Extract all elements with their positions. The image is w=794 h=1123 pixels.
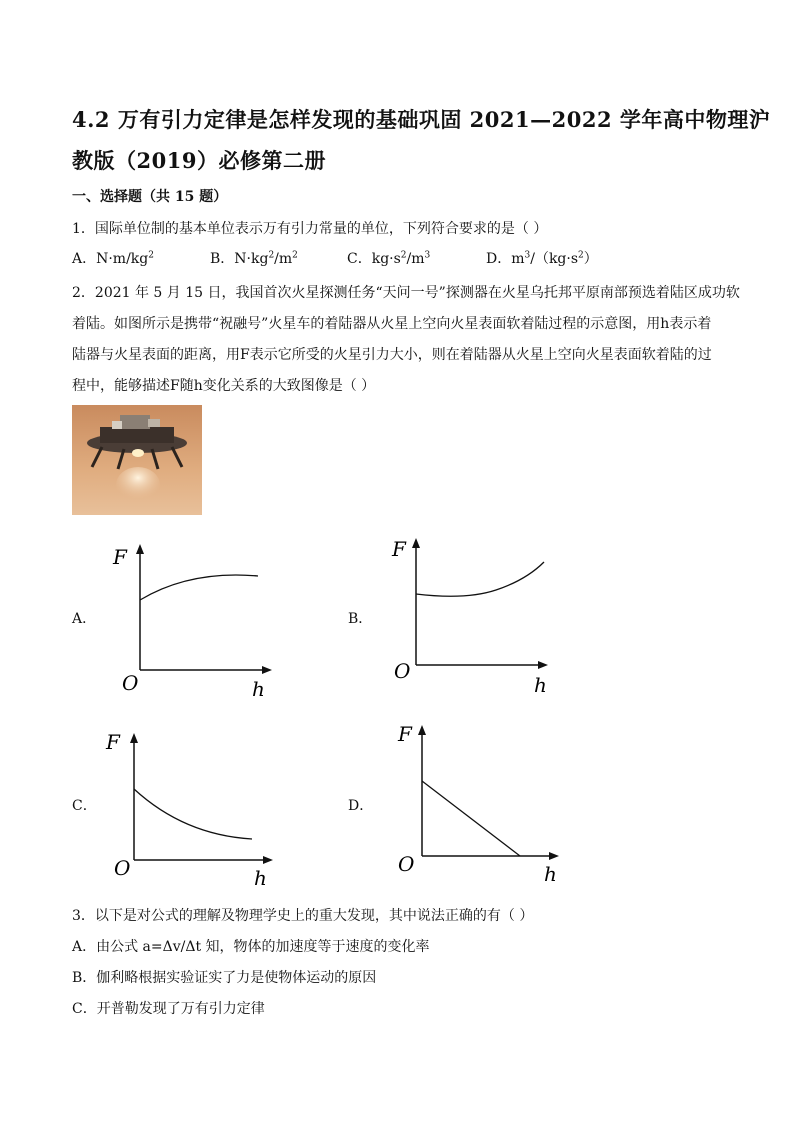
q3-option-c: C．开普勒发现了万有引力定律: [72, 1001, 265, 1017]
q1-option-b-sup2: 2: [292, 250, 298, 261]
question-1-stem: 1．国际单位制的基本单位表示万有引力常量的单位，下列符合要求的是（ ）: [72, 221, 548, 237]
graph-b: [386, 530, 556, 695]
graph-d-y-label: F: [398, 722, 412, 746]
q1-option-d-tail: /（kg·s: [530, 251, 579, 267]
page-title-line-1: 4.2 万有引力定律是怎样发现的基础巩固 2021—2022 学年高中物理沪: [72, 107, 771, 132]
q1-option-a-sup: 2: [148, 250, 154, 261]
graph-b-curve: [416, 562, 544, 596]
graph-a-curve: [140, 575, 258, 600]
graph-a-y-label: F: [113, 545, 127, 569]
graph-c-x-arrow: [263, 856, 273, 864]
q1-option-c-tail: /m: [406, 251, 425, 267]
question-2-line-3: 陆器与火星表面的距离，用F表示它所受的火星引力大小，则在着陆器从火星上空向火星表面软着陆的过: [72, 347, 712, 363]
question-2-line-2: 着陆。如图所示是携带“祝融号”火星车的着陆器从火星上空向火星表面软着陆过程的示意图，用h表示着: [72, 316, 712, 332]
graph-c-curve: [134, 789, 252, 839]
graph-b-option: B．: [348, 611, 373, 627]
graph-b-origin: O: [394, 659, 411, 683]
graph-c-origin: O: [114, 856, 131, 880]
graph-a-origin: O: [122, 671, 139, 695]
question-3-stem: 3．以下是对公式的理解及物理学史上的重大发现，其中说法正确的有（ ）: [72, 908, 534, 924]
q3-option-a: A．由公式 a=Δv/Δt 知，物体的加速度等于速度的变化率: [72, 939, 430, 955]
q1-option-c-text: C．kg·s: [347, 251, 401, 267]
graph-b-y-arrow: [412, 538, 420, 548]
section-heading: 一、选择题（共 15 题）: [72, 189, 228, 205]
graph-d-option: D．: [348, 798, 374, 814]
q1-option-d-tail2: ）: [583, 251, 598, 267]
graph-c-option: C．: [72, 798, 97, 814]
graph-a-y-arrow: [136, 544, 144, 554]
q1-option-d-sup: 3: [524, 250, 531, 261]
page-title-line-2: 教版（2019）必修第二册: [72, 148, 326, 173]
question-2-line-1: 2．2021 年 5 月 15 日，我国首次火星探测任务“天问一号”探测器在火星乌托邦平原南部预选着陆区成功软: [72, 285, 740, 301]
q1-option-c-sup: 2: [400, 250, 407, 261]
q1-option-d: [486, 248, 598, 268]
graph-c: [104, 725, 284, 890]
q1-option-b-text: B．N·kg: [210, 251, 269, 267]
graph-d-x-arrow: [549, 852, 559, 860]
graph-c-y-arrow: [130, 733, 138, 743]
graph-b-x-label: h: [534, 673, 547, 695]
q1-option-b-sup: 2: [268, 250, 275, 261]
q1-option-a: [72, 248, 154, 268]
graph-a: [110, 540, 280, 700]
graph-a-option: A．: [72, 611, 97, 627]
q1-option-c-sup2: 3: [424, 250, 431, 261]
graph-b-y-label: F: [392, 537, 406, 561]
q1-option-b: [210, 248, 298, 268]
graph-d-y-arrow: [418, 725, 426, 735]
graph-c-y-label: F: [106, 730, 120, 754]
q1-option-d-sup2: 2: [578, 250, 584, 261]
graph-a-x-label: h: [252, 677, 265, 700]
mars-lander-photo: [72, 405, 202, 515]
q1-option-c: [347, 248, 430, 268]
graph-d-line: [422, 781, 520, 856]
q1-option-b-tail: /m: [274, 251, 293, 267]
graph-d: [392, 715, 572, 885]
graph-b-x-arrow: [538, 661, 548, 669]
q1-option-d-text: D．m: [486, 251, 525, 267]
graph-d-origin: O: [398, 852, 415, 876]
question-2-line-4: 程中，能够描述F随h变化关系的大致图像是（ ）: [72, 378, 376, 394]
graph-c-x-label: h: [254, 866, 267, 890]
graph-d-x-label: h: [544, 862, 557, 885]
graph-a-x-arrow: [262, 666, 272, 674]
q1-option-a-text: A．N·m/kg: [72, 251, 149, 267]
q3-option-b: B．伽利略根据实验证实了力是使物体运动的原因: [72, 970, 377, 986]
